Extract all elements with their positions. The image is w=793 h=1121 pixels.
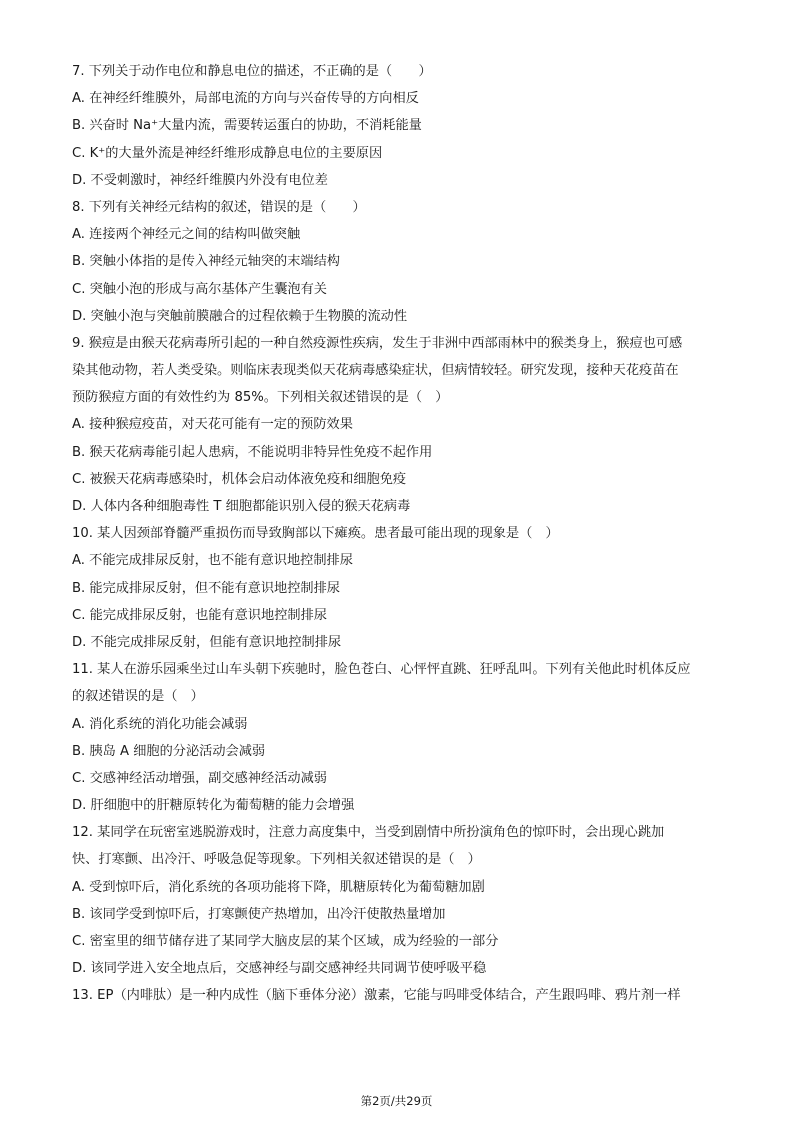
option-a: A. 在神经纤维膜外，局部电流的方向与兴奋传导的方向相反 [72,91,419,107]
option-a: A. 消化系统的消化功能会减弱 [72,716,248,732]
question-stem-line-2: 的叙述错误的是（ ） [72,689,204,705]
option-a: A. 不能完成排尿反射，也不能有意识地控制排尿 [72,553,353,569]
option-c: C. 突触小泡的形成与高尔基体产生囊泡有关 [72,281,327,297]
question-stem-line-1: 9. 猴痘是由猴天花病毒所引起的一种自然疫源性疾病，发生于非洲中西部雨林中的猴类身上，猴痘也可感 [72,335,683,351]
question-list [72,58,722,1010]
question-stem-line-1: 12. 某同学在玩密室逃脱游戏时，注意力高度集中，当受到剧情中所扮演角色的惊吓时，会出现心跳加 [72,825,665,841]
option-d: D. 该同学进入安全地点后，交感神经与副交感神经共同调节使呼吸平稳 [72,961,487,977]
option-b: B. 该同学受到惊吓后，打寒颤使产热增加，出冷汗使散热量增加 [72,906,446,922]
option-d: D. 突触小泡与突触前膜融合的过程依赖于生物膜的流动性 [72,308,408,324]
option-b: B. 胰岛 A 细胞的分泌活动会减弱 [72,743,266,759]
question-stem-line-1: 11. 某人在游乐园乘坐过山车头朝下疾驰时，脸色苍白、心怦怦直跳、狂呼乱叫。下列有关他此时机体反应 [72,662,691,678]
option-c: C. 交感神经活动增强，副交感神经活动减弱 [72,770,327,786]
option-c: C. 被猴天花病毒感染时，机体会启动体液免疫和细胞免疫 [72,471,407,487]
option-b: B. 突触小体指的是传入神经元轴突的末端结构 [72,254,340,270]
question-7 [72,58,722,194]
question-13 [72,982,722,1009]
question-stem: 13. EP（内啡肽）是一种内成性（脑下垂体分泌）激素，它能与吗啡受体结合，产生跟吗啡、鸦片剂一样 [72,988,681,1004]
option-a: A. 接种猴痘疫苗，对天花可能有一定的预防效果 [72,417,353,433]
option-d: D. 肝细胞中的肝糖原转化为葡萄糖的能力会增强 [72,798,355,814]
question-stem-line-2: 染其他动物，若人类受染。则临床表现类似天花病毒感染症状，但病情较轻。研究发现，接种天花疫苗在 [72,363,679,379]
option-c: C. 密室里的细节储存进了某同学大脑皮层的某个区域，成为经验的一部分 [72,934,499,949]
question-stem: 7. 下列关于动作电位和静息电位的描述，不正确的是（ ） [72,64,432,79]
option-b: B. 兴奋时 Na⁺大量内流，需要转运蛋白的协助，不消耗能量 [72,118,422,134]
option-a: A. 连接两个神经元之间的结构叫做突触 [72,227,301,243]
option-c: C. 能完成排尿反射，也能有意识地控制排尿 [72,607,327,623]
question-10 [72,520,722,656]
question-stem: 10. 某人因颈部脊髓严重损伤而导致胸部以下瘫痪。患者最可能出现的现象是（ ） [72,526,559,542]
question-stem: 8. 下列有关神经元结构的叙述，错误的是（ ） [72,199,366,215]
option-d: D. 不受刺激时，神经纤维膜内外没有电位差 [72,172,328,188]
option-b: B. 猴天花病毒能引起人患病，不能说明非特异性免疫不起作用 [72,444,433,460]
option-b: B. 能完成排尿反射，但不能有意识地控制排尿 [72,580,340,596]
option-c: C. K⁺的大量外流是神经纤维形成静息电位的主要原因 [72,145,383,161]
option-a: A. 受到惊吓后，消化系统的各项功能将下降，肌糖原转化为葡萄糖加剧 [72,879,485,895]
page-number: 第2页/共29页 [360,1094,433,1108]
question-12 [72,819,722,982]
option-d: D. 人体内各种细胞毒性 T 细胞都能识别入侵的猴天花病毒 [72,499,411,514]
question-9 [72,330,722,520]
question-11 [72,656,722,819]
option-d: D. 不能完成排尿反射，但能有意识地控制排尿 [72,634,342,650]
question-stem-line-2: 快、打寒颤、出冷汗、呼吸急促等现象。下列相关叙述错误的是（ ） [72,852,481,868]
question-8 [72,194,722,330]
question-stem-line-3: 预防猴痘方面的有效性约为 85%。下列相关叙述错误的是（ ） [72,390,449,406]
